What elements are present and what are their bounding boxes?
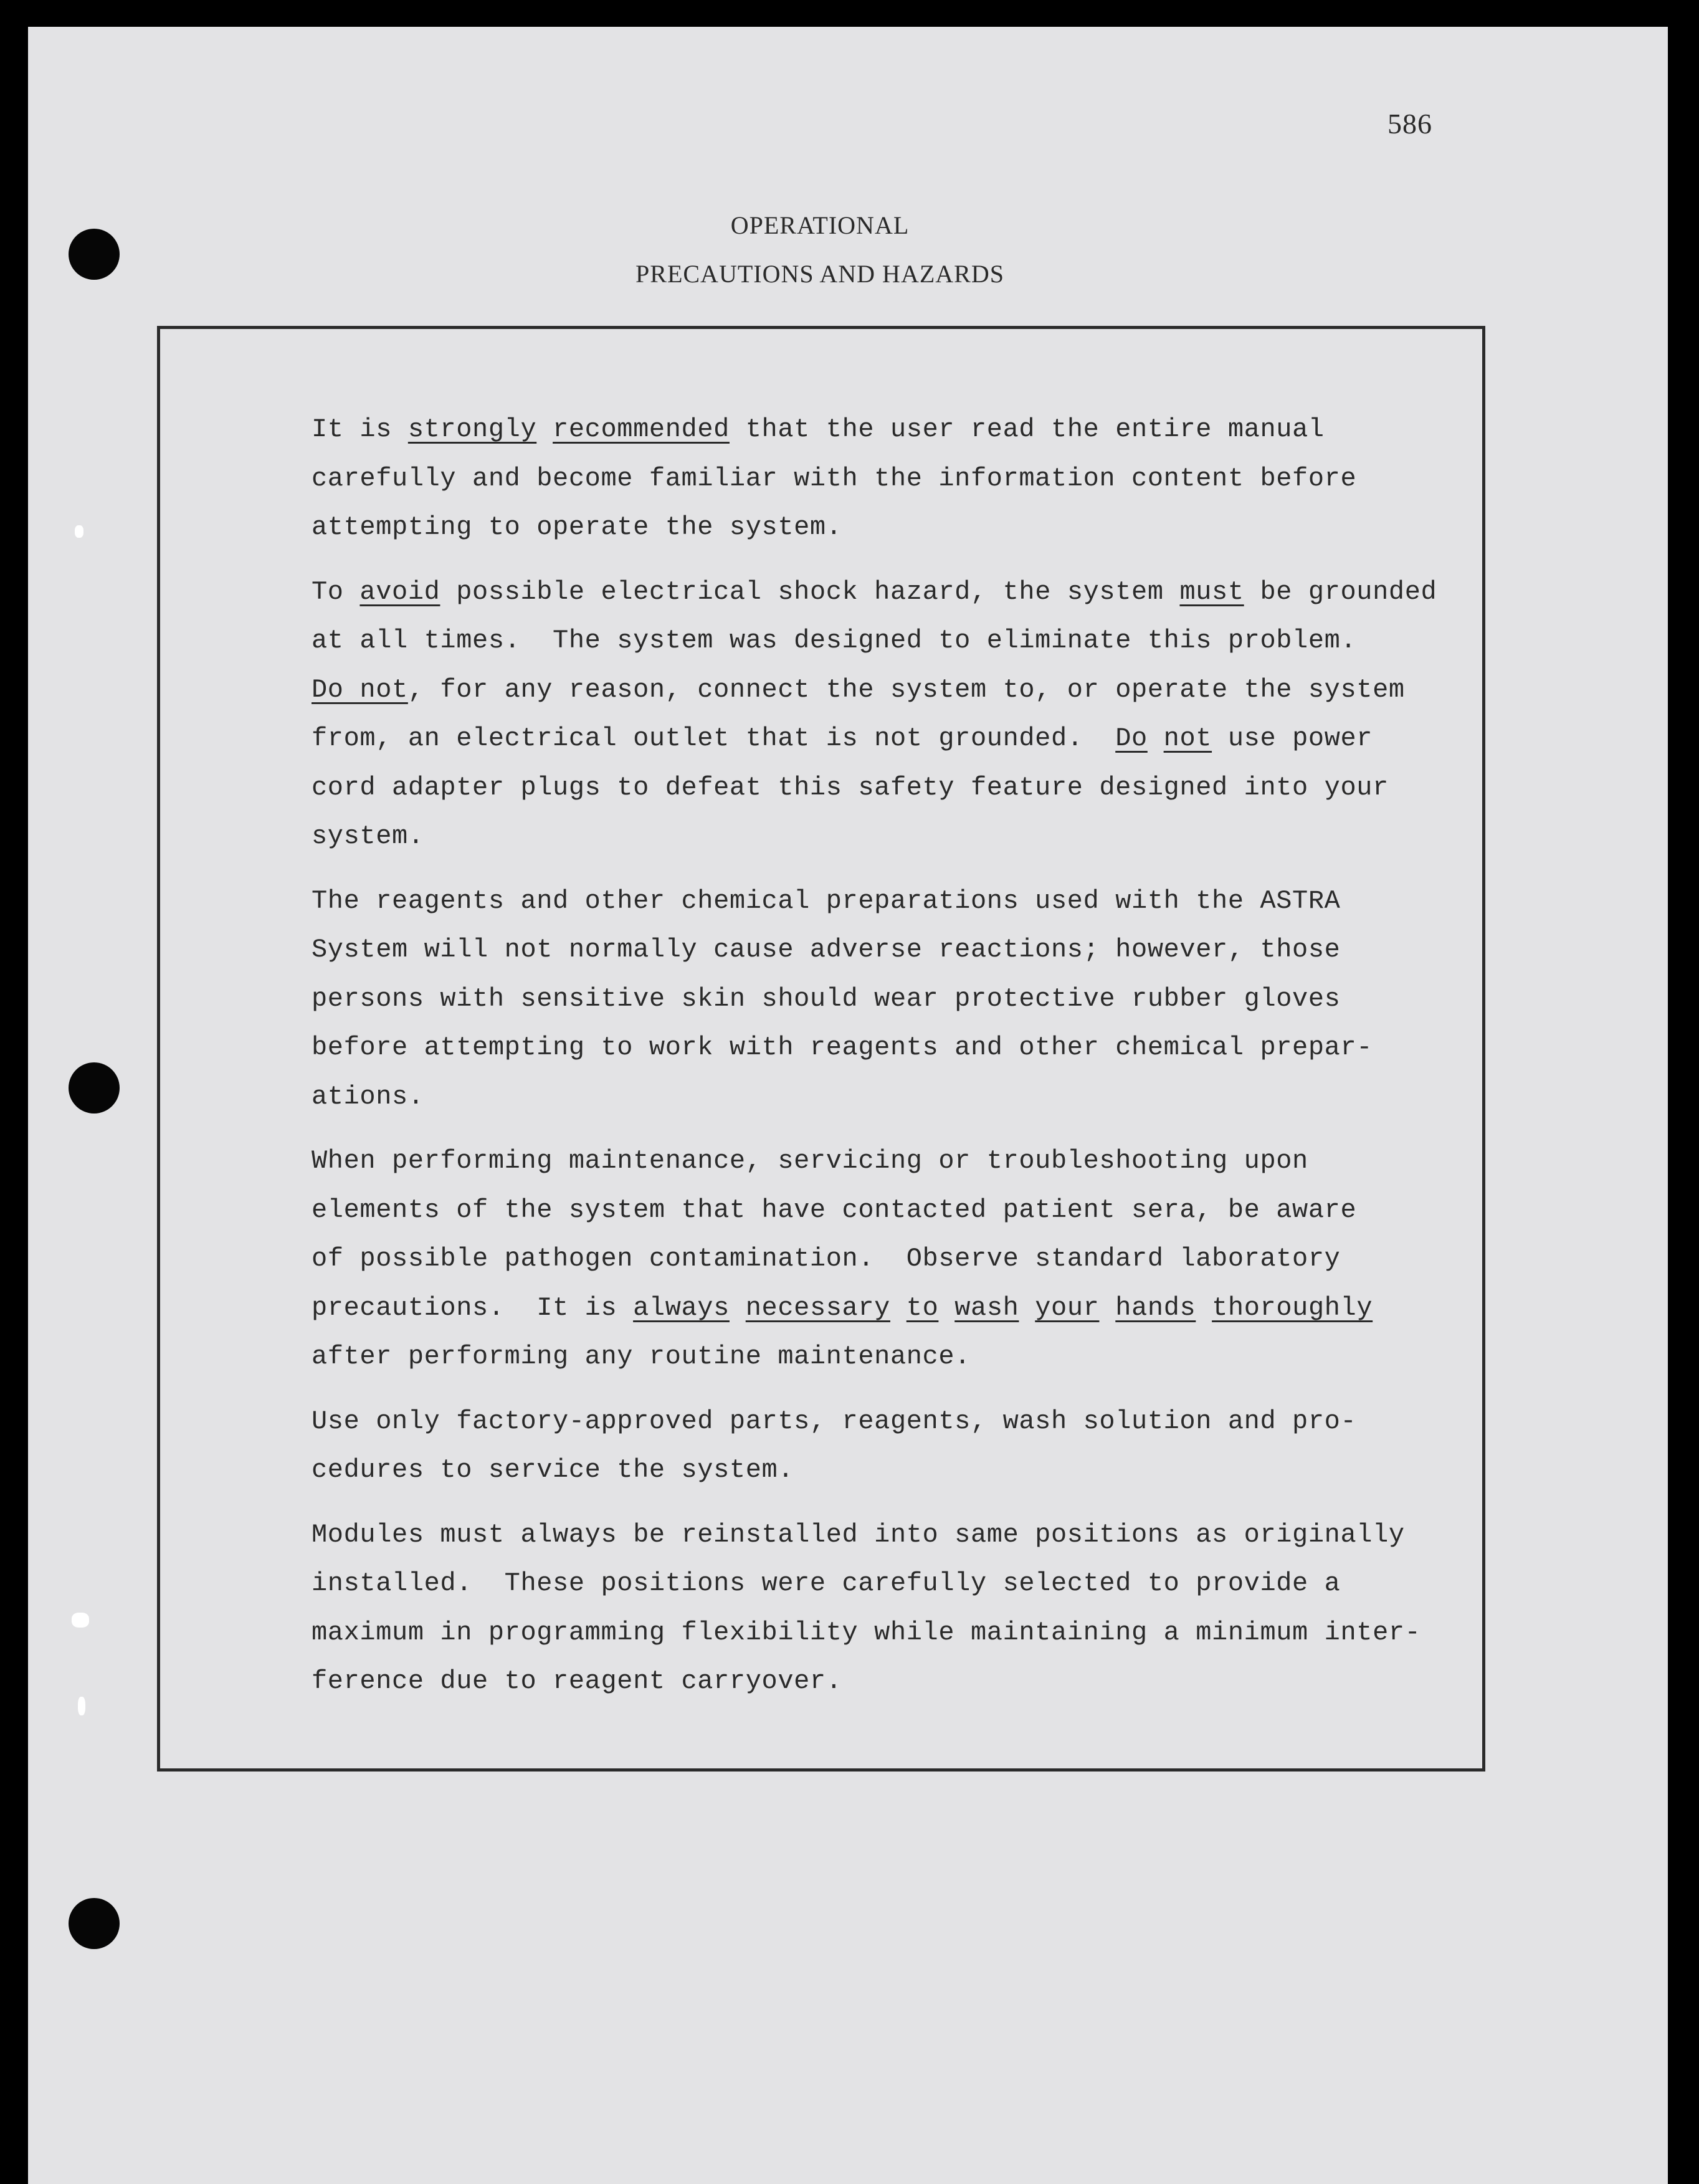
text-segment (890, 1293, 907, 1323)
text-segment: Use only factory-approved parts, reagents, wash solution and pro- (312, 1406, 1357, 1436)
text-line (312, 568, 1495, 617)
paragraph-2 (312, 568, 1495, 861)
text-segment: To (312, 576, 360, 607)
text-segment: be grounded (1244, 576, 1437, 607)
text-line (312, 1657, 1495, 1706)
text-segment: cord adapter plugs to defeat this safety feature designed into your (312, 772, 1389, 803)
text-segment (1019, 1293, 1035, 1323)
underlined-text: wash (954, 1292, 1019, 1323)
text-line (312, 925, 1495, 975)
page-title-line-1: OPERATIONAL (730, 211, 910, 239)
text-line (312, 975, 1495, 1024)
paragraph-5 (312, 1397, 1495, 1495)
text-line (312, 1510, 1495, 1560)
underlined-text: your (1035, 1292, 1100, 1323)
text-line (312, 405, 1495, 454)
text-segment: that the user read the entire manual (729, 414, 1325, 444)
text-segment: persons with sensitive skin should wear protective rubber gloves (312, 983, 1341, 1014)
text-segment: elements of the system that have contacted patient sera, be aware (312, 1195, 1357, 1225)
text-line (312, 616, 1495, 665)
underlined-text: hands (1115, 1292, 1196, 1323)
text-line (312, 454, 1495, 503)
paper-tear-mark (72, 1613, 89, 1628)
text-line (312, 763, 1495, 813)
paragraph-4 (312, 1137, 1495, 1381)
text-segment: use power (1212, 723, 1373, 753)
precautions-text (312, 405, 1495, 1722)
text-segment: It is (312, 414, 408, 444)
text-line (312, 1608, 1495, 1657)
text-segment: precautions. It is (312, 1292, 634, 1323)
text-segment: maximum in programming flexibility while maintaining a minimum inter- (312, 1617, 1421, 1648)
text-line (312, 1284, 1495, 1333)
text-line (312, 1397, 1495, 1446)
text-segment (1196, 1293, 1212, 1323)
text-line (312, 714, 1495, 763)
text-segment: at all times. The system was designed to eliminate this problem. (312, 626, 1357, 656)
page-number: 586 (1387, 108, 1432, 140)
text-segment: The reagents and other chemical preparations used with the ASTRA (312, 885, 1341, 916)
underlined-text: recommended (553, 414, 730, 444)
text-segment: cedures to service the system. (312, 1455, 794, 1485)
text-segment: from, an electrical outlet that is not grounded. (312, 723, 1116, 753)
text-segment: , for any reason, connect the system to, or operate the system (407, 674, 1405, 705)
text-segment: System will not normally cause adverse reactions; however, those (312, 935, 1341, 965)
paper-tear-mark (78, 1697, 85, 1715)
text-segment: system. (312, 821, 424, 851)
underlined-text: Do (1115, 723, 1148, 753)
underlined-text: must (1179, 576, 1244, 607)
text-line (312, 665, 1495, 715)
underlined-text: thoroughly (1212, 1292, 1373, 1323)
underlined-text: to (906, 1292, 939, 1323)
text-line (312, 1137, 1495, 1186)
text-line (312, 503, 1495, 552)
text-segment: after performing any routine maintenance. (312, 1342, 971, 1371)
text-segment: possible electrical shock hazard, the system (440, 576, 1180, 607)
text-line (312, 1023, 1495, 1072)
text-segment: attempting to operate the system. (312, 512, 842, 542)
binder-hole-middle (69, 1062, 120, 1113)
text-line (312, 1234, 1495, 1284)
text-segment (730, 1293, 746, 1323)
text-segment (1099, 1293, 1115, 1323)
text-line (312, 1332, 1495, 1381)
paper-tear-mark (75, 525, 83, 538)
underlined-text: Do not (312, 674, 408, 705)
text-segment: Modules must always be reinstalled into same positions as originally (312, 1519, 1405, 1550)
text-line (312, 812, 1495, 861)
underlined-text: always (633, 1292, 730, 1323)
page-title-line-2: PRECAUTIONS AND HAZARDS (635, 260, 1004, 288)
text-line (312, 877, 1495, 926)
text-segment: of possible pathogen contamination. Observe standard laboratory (312, 1244, 1341, 1274)
text-line (312, 1446, 1495, 1495)
text-line (312, 1072, 1495, 1122)
text-segment (536, 414, 553, 444)
text-segment: When performing maintenance, servicing or troubleshooting upon (312, 1146, 1308, 1176)
text-segment: ference due to reagent carryover. (312, 1666, 842, 1696)
text-segment: carefully and become familiar with the information content before (312, 463, 1357, 494)
text-segment: installed. These positions were carefully selected to provide a (312, 1568, 1341, 1598)
binder-hole-bottom (69, 1898, 120, 1949)
text-segment (1148, 723, 1164, 753)
underlined-text: not (1163, 723, 1212, 753)
text-line (312, 1186, 1495, 1235)
underlined-text: strongly (407, 414, 537, 444)
paragraph-3 (312, 877, 1495, 1122)
text-segment (938, 1293, 954, 1323)
text-segment: before attempting to work with reagents and other chemical prepar- (312, 1032, 1373, 1062)
text-segment: ations. (312, 1081, 424, 1112)
underlined-text: avoid (359, 576, 440, 607)
paragraph-1 (312, 405, 1495, 552)
underlined-text: necessary (745, 1292, 890, 1323)
text-line (312, 1559, 1495, 1608)
paragraph-6 (312, 1510, 1495, 1706)
